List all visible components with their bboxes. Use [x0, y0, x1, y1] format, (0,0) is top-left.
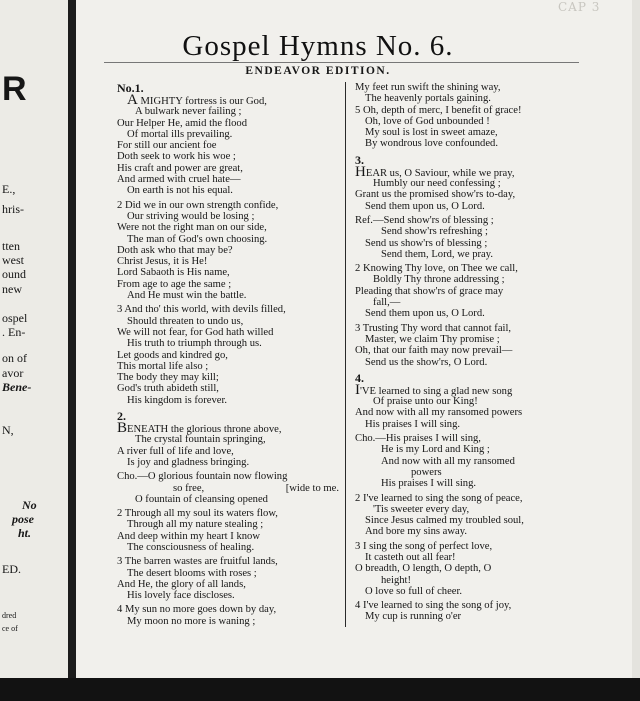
hymn-line: 3 I sing the song of perfect love, — [355, 540, 493, 552]
left-page-fragment: pose — [12, 512, 34, 526]
hymn-line: For still our ancient foe — [117, 140, 217, 152]
hymn-line: And He must win the battle. — [127, 290, 247, 302]
hymn-line: His lovely face discloses. — [127, 590, 235, 602]
hymn-line: O breadth, O length, O depth, O — [355, 563, 492, 575]
hymn-line: Lord Sabaoth is His name, — [117, 267, 230, 279]
hymn-line: 'Tis sweeter every day, — [373, 503, 470, 515]
hymn-line: Were not the right man on our side, — [117, 222, 267, 234]
drop-capital: A — [127, 92, 138, 108]
hymn-line-text: EAR us, O Saviour, while we pray, — [365, 167, 515, 179]
hymn-line: Cho.—O glorious fountain now flowing — [117, 471, 288, 483]
hymn-number: 4. — [355, 370, 364, 385]
hymn-line: The consciousness of healing. — [127, 541, 255, 553]
hymn-line: Since Jesus calmed my troubled soul, — [365, 515, 524, 527]
left-hymn-column — [117, 82, 343, 627]
left-page-fragment: ospel — [2, 311, 28, 325]
hymn-line: 2 Through all my soul its waters flow, — [117, 508, 278, 520]
left-page-fragment: ce of — [2, 624, 18, 633]
hymn-line: His praises I will sing. — [365, 418, 461, 430]
left-page-fragment: on of — [2, 351, 27, 365]
hymn-number: 2. — [117, 409, 126, 424]
hymn-line-part: so free, — [173, 482, 205, 494]
left-page-fragment: ED. — [2, 562, 21, 576]
hymn-first-line — [355, 381, 581, 398]
hymn-line: My feet run swift the shining way, — [355, 82, 501, 93]
hymn-line: height! — [381, 574, 412, 586]
hymn-first-line — [117, 420, 343, 437]
hymn-line: 4 I've learned to sing the song of joy, — [355, 600, 512, 612]
hymn-line: The body they may kill; — [117, 372, 219, 384]
right-page-edge — [632, 0, 640, 678]
page-title: Gospel Hymns No. 6. — [182, 30, 454, 62]
hymn-line: fall,— — [373, 297, 401, 309]
drop-capital: I — [355, 381, 360, 398]
hymn-line: powers — [411, 466, 442, 478]
hymn-line: Send us show'rs of blessing ; — [365, 237, 488, 249]
corner-stamp: CAP 3 — [558, 0, 601, 14]
hymn-line: 3 Trusting Thy word that cannot fail, — [355, 322, 512, 334]
hymn-line: Is joy and gladness bringing. — [127, 456, 250, 468]
hymn-line-text: MIGHTY fortress is our God, — [137, 96, 267, 107]
hymn-line-text: ENEATH the glorious throne above, — [127, 424, 282, 436]
hymn-line: Ref.—Send show'rs of blessing ; — [355, 214, 494, 226]
hymn-line: This mortal life also ; — [117, 360, 209, 372]
hymn-line: Our striving would be losing ; — [127, 210, 255, 222]
edition-subtitle: ENDEAVOR EDITION. — [245, 65, 391, 77]
left-page-fragment: avor — [2, 366, 24, 380]
hymn-line: And now with all my ransomed — [381, 455, 515, 467]
left-page-letter: R — [2, 70, 27, 108]
left-page-fragment: E., — [2, 182, 16, 196]
left-page-fragment: ht. — [18, 526, 32, 540]
hymn-line: He is my Lord and King ; — [381, 444, 490, 456]
hymn-first-line — [355, 163, 581, 180]
hymn-line-text: 'VE learned to sing a glad new song — [360, 385, 513, 397]
hymn-line: Let goods and kindred go, — [117, 349, 228, 361]
hymn-line: Boldly Thy throne addressing ; — [373, 274, 505, 286]
hymn-line: Of mortal ills prevailing. — [127, 128, 233, 140]
hymn-number: 3. — [355, 152, 364, 167]
left-page-fragment: hris- — [2, 202, 24, 216]
hymn-line: Oh, that our faith may now prevail— — [355, 345, 513, 357]
hymn-line: 2 Knowing Thy love, on Thee we call, — [355, 263, 518, 275]
hymn-line: O fountain of cleansing opened — [135, 493, 268, 505]
drop-capital: B — [117, 420, 128, 437]
hymn-line: And armed with cruel hate— — [117, 174, 241, 186]
hymn-line: His truth to triumph through us. — [127, 338, 262, 350]
left-page-fragment: tten — [2, 239, 20, 253]
hymn-line: God's truth abideth still, — [117, 383, 219, 395]
left-page-fragment: N, — [2, 423, 14, 437]
hymn-line: Humbly our need confessing ; — [373, 178, 501, 190]
hymn-line: And He, the glory of all lands, — [117, 578, 246, 590]
hymn-line: Send them upon us, O Lord. — [365, 308, 485, 320]
hymn-line: His praises I will sing. — [381, 478, 477, 490]
hymn-line: Oh, love of God unbounded ! — [365, 115, 490, 127]
hymn-line: A bulwark never failing ; — [135, 106, 242, 118]
title-rule — [104, 62, 579, 63]
hymn-line: Doth ask who that may be? — [117, 244, 233, 256]
hymn-line: A river full of life and love, — [117, 445, 234, 457]
left-page-fragment: ound — [2, 267, 26, 281]
hymn-line: 3 And tho' this world, with devils filled, — [117, 304, 286, 316]
drop-capital: H — [355, 163, 366, 180]
hymn-line: Of praise unto our King! — [373, 396, 478, 408]
hymn-line: The desert blooms with roses ; — [127, 567, 257, 579]
hymn-line: And bore my sins away. — [365, 526, 467, 538]
hymn-line: His craft and power are great, — [117, 162, 243, 174]
left-page-fragment: . En- — [2, 325, 26, 339]
hymn-line: Send us the show'rs, O Lord. — [365, 356, 488, 368]
hymn-line: O love so full of cheer. — [365, 585, 463, 597]
hymn-line: It casteth out all fear! — [365, 551, 456, 563]
hymn-line: Doth seek to work his woe ; — [117, 151, 236, 163]
hymn-line: 3 The barren wastes are fruitful lands, — [117, 556, 278, 568]
left-page-fragment: west — [2, 253, 24, 267]
hymn-line: And deep within my heart I know — [117, 530, 260, 542]
hymn-line: Should threaten to undo us, — [127, 315, 244, 327]
hymn-first-line — [117, 92, 343, 108]
left-page-fragment: new — [2, 282, 22, 296]
hymn-line: Send show'rs refreshing ; — [381, 226, 488, 238]
hymn-line: Christ Jesus, it is He! — [117, 256, 208, 268]
hymn-line: Send them upon us, O Lord. — [365, 200, 485, 212]
hymn-line: His kingdom is forever. — [127, 394, 228, 406]
left-page-fragment: Bene- — [2, 380, 32, 394]
hymn-line: Pleading that show'rs of grace may — [355, 285, 504, 297]
hymn-line: The man of God's own choosing. — [127, 233, 268, 245]
hymn-line-part: [wide to me. — [285, 482, 339, 494]
bottom-border — [0, 678, 640, 701]
page-gutter — [68, 0, 76, 701]
hymn-line: Master, we claim Thy promise ; — [365, 333, 500, 345]
hymn-line: 2 Did we in our own strength confide, — [117, 199, 279, 211]
hymn-line — [117, 483, 343, 494]
hymn-line: Our Helper He, amid the flood — [117, 117, 248, 129]
hymn-line: Cho.—His praises I will sing, — [355, 433, 481, 445]
left-page-fragment: No — [22, 498, 37, 512]
hymn-line: By wondrous love confounded. — [365, 138, 498, 150]
left-page-edge — [0, 0, 68, 678]
left-page-fragment: dred — [2, 611, 17, 620]
hymn-line: Send them, Lord, we pray. — [381, 248, 493, 260]
hymn-line: Grant us the promised show'rs to-day, — [355, 189, 516, 201]
hymn-line: 4 My sun no more goes down by day, — [117, 604, 277, 616]
right-hymn-column — [355, 82, 581, 623]
hymn-line: 2 I've learned to sing the song of peace, — [355, 492, 523, 504]
hymn-line: The crystal fountain springing, — [135, 434, 266, 446]
hymn-line: From age to age the same ; — [117, 278, 232, 290]
hymn-number: No.1. — [117, 81, 144, 95]
column-divider — [345, 82, 346, 627]
hymn-line: We will not fear, for God hath willed — [117, 326, 274, 338]
hymn-line: My moon no more is waning ; — [127, 615, 256, 627]
hymn-line: On earth is not his equal. — [127, 185, 233, 197]
hymn-line: The heavenly portals gaining. — [365, 93, 491, 105]
hymn-line: My soul is lost in sweet amaze, — [365, 127, 498, 139]
hymn-line: 5 Oh, depth of merc, I benefit of grace! — [355, 104, 522, 116]
hymn-line: And now with all my ransomed powers — [355, 407, 523, 419]
hymn-line: Through all my nature stealing ; — [127, 519, 264, 531]
hymn-line: My cup is running o'er — [365, 611, 462, 623]
